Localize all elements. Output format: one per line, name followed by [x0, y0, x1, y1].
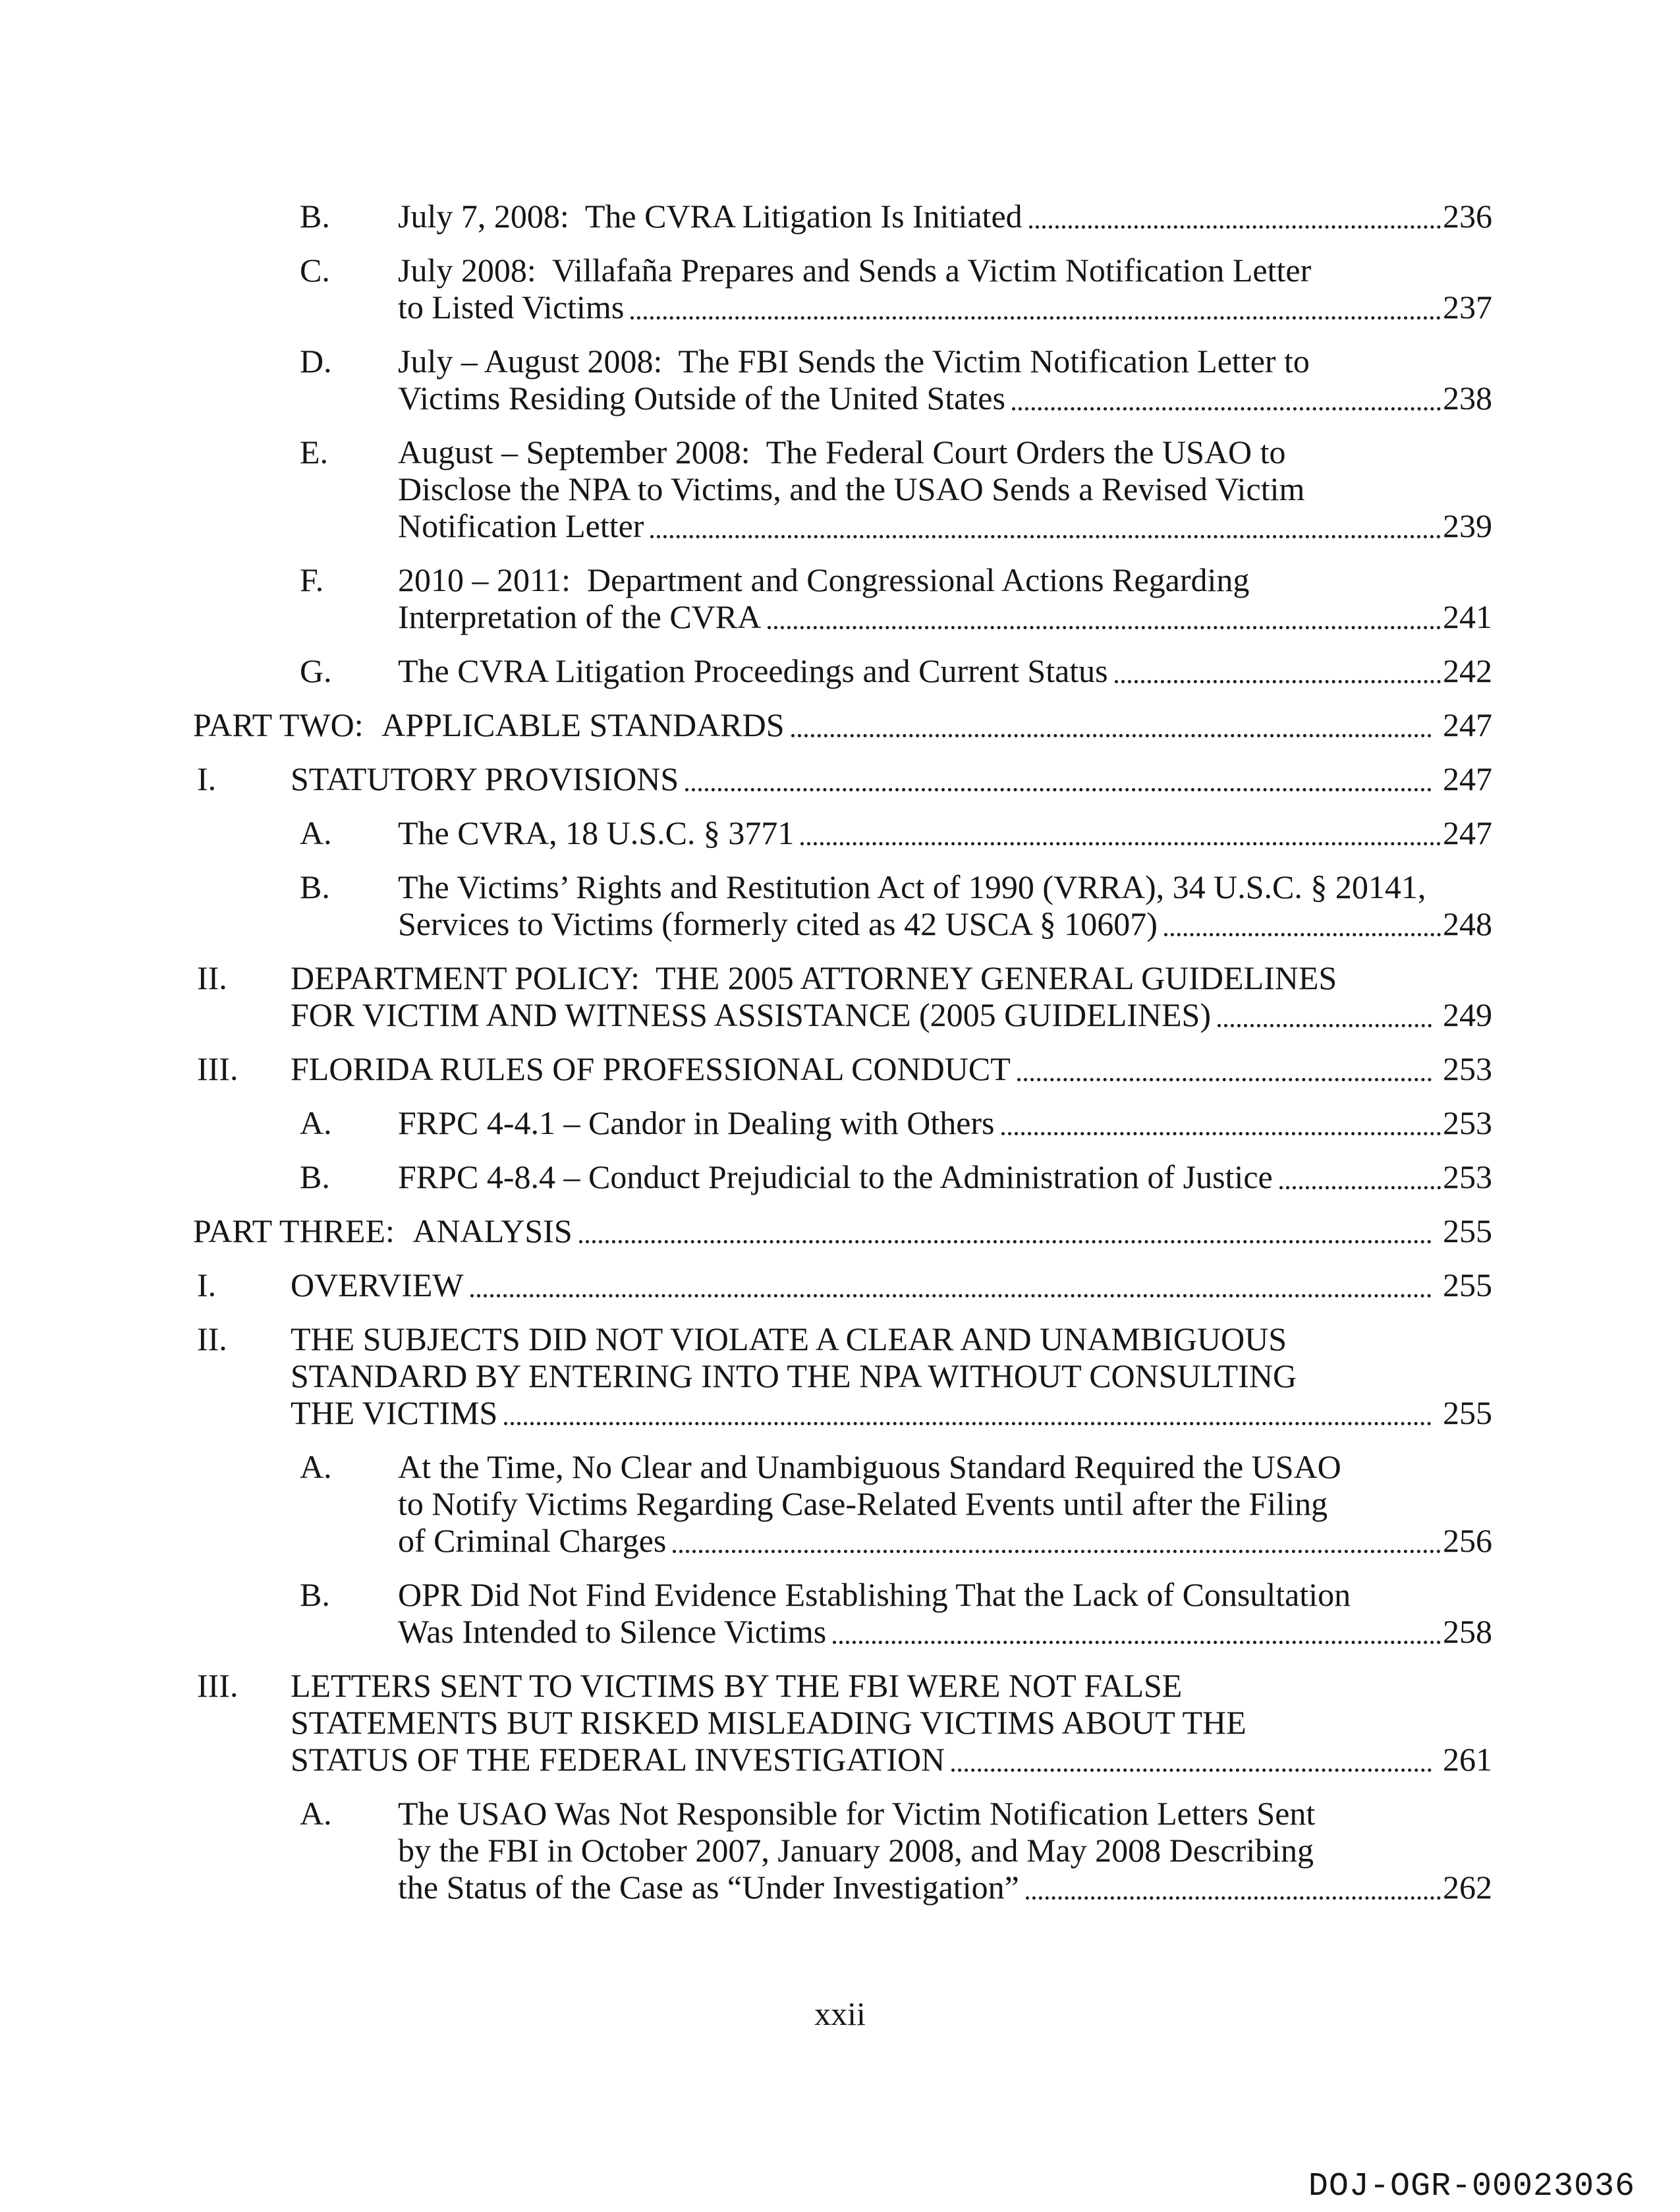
toc-line: [398, 814, 1492, 851]
entry-title: Disclose the NPA to Victims, and the USAO Sends a Revised Victim: [398, 470, 1305, 507]
dot-leader: [951, 1769, 1432, 1772]
entry-page-number: 239: [1443, 507, 1492, 544]
toc-line: [398, 868, 1492, 905]
entry-title: THE VICTIMS: [291, 1394, 498, 1431]
entry-page-number: 262: [1443, 1869, 1492, 1906]
entry-title: STATUS OF THE FEDERAL INVESTIGATION: [291, 1741, 945, 1778]
toc-entry: [193, 1158, 1492, 1195]
toc-line: [398, 652, 1492, 689]
entry-page-number: 249: [1443, 996, 1492, 1033]
toc-line: [398, 252, 1492, 289]
dot-leader: [1115, 680, 1441, 683]
entry-label: B.: [300, 868, 330, 905]
entry-title: THE SUBJECTS DID NOT VIOLATE A CLEAR AND UNAMBIGUOUS: [291, 1320, 1287, 1357]
entry-title: the Status of the Case as “Under Investigation”: [398, 1869, 1019, 1906]
toc-line: [398, 1869, 1492, 1906]
entry-title: The USAO Was Not Responsible for Victim Notification Letters Sent: [398, 1795, 1316, 1832]
toc-line: [398, 1448, 1492, 1485]
toc-entry: [193, 652, 1492, 689]
toc-entry: [193, 1576, 1492, 1650]
entry-title: Notification Letter: [398, 507, 644, 544]
toc-line: [291, 1320, 1492, 1357]
toc-line: [291, 1357, 1492, 1394]
toc-line: [291, 1741, 1492, 1778]
dot-leader: [768, 626, 1441, 629]
entry-page-number: 253: [1443, 1104, 1492, 1141]
entry-title: August – September 2008: The Federal Court Orders the USAO to: [398, 434, 1286, 470]
entry-page-number: 241: [1443, 598, 1492, 635]
entry-page-number: 247: [1443, 706, 1492, 743]
entry-title: to Listed Victims: [398, 289, 625, 326]
entry-label: A.: [300, 1448, 332, 1485]
dot-leader: [1001, 1132, 1441, 1135]
toc-line: [398, 1485, 1492, 1522]
entry-title: to Notify Victims Regarding Case-Related Events until after the Filing: [398, 1485, 1328, 1522]
toc-line: [398, 905, 1492, 942]
entry-label: PART THREE:: [193, 1212, 395, 1249]
toc-line: [398, 598, 1492, 635]
entry-label: PART TWO:: [193, 706, 364, 743]
entry-title: ANALYSIS: [412, 1212, 573, 1249]
entry-title: APPLICABLE STANDARDS: [381, 706, 785, 743]
entry-page-number: 236: [1443, 198, 1492, 235]
dot-leader: [579, 1240, 1432, 1243]
entry-label: E.: [300, 434, 329, 470]
toc-entry: [193, 1212, 1492, 1249]
toc-line: [291, 996, 1492, 1033]
toc-entry: [193, 814, 1492, 851]
toc-entry: [193, 1795, 1492, 1906]
dot-leader: [673, 1550, 1441, 1553]
toc-line: [291, 760, 1492, 797]
dot-leader: [504, 1422, 1432, 1425]
page-number-footer: xxii: [814, 1995, 866, 2032]
dot-leader: [650, 535, 1441, 538]
dot-leader: [1279, 1186, 1441, 1189]
dot-leader: [791, 734, 1432, 737]
entry-label: B.: [300, 1576, 330, 1613]
toc-entry: [193, 1667, 1492, 1778]
entry-title: STATUTORY PROVISIONS: [291, 760, 679, 797]
dot-leader: [1164, 933, 1441, 936]
toc-entry: [193, 1320, 1492, 1431]
entry-title: STANDARD BY ENTERING INTO THE NPA WITHOUT CONSULTING: [291, 1357, 1297, 1394]
entry-label: A.: [300, 1795, 332, 1832]
entry-page-number: 247: [1443, 760, 1492, 797]
entry-title: by the FBI in October 2007, January 2008, and May 2008 Describing: [398, 1832, 1314, 1869]
entry-label: III.: [197, 1667, 238, 1704]
toc-line: [398, 1104, 1492, 1141]
entry-page-number: 255: [1443, 1394, 1492, 1431]
toc-line: [291, 1704, 1492, 1741]
entry-label: II.: [197, 1320, 227, 1357]
entry-label: A.: [300, 814, 332, 851]
toc-line: [398, 1158, 1492, 1195]
toc-line: [398, 1613, 1492, 1650]
dot-leader: [1017, 1078, 1432, 1081]
entry-title: Was Intended to Silence Victims: [398, 1613, 827, 1650]
entry-title: July 2008: Villafaña Prepares and Sends a Victim Notification Letter: [398, 252, 1312, 289]
toc-line: [398, 1832, 1492, 1869]
toc-entry: [193, 959, 1492, 1033]
toc-line: [193, 706, 1492, 743]
entry-label: I.: [197, 760, 217, 797]
entry-title: OVERVIEW: [291, 1266, 464, 1303]
dot-leader: [685, 788, 1432, 791]
toc-line: [291, 1050, 1492, 1087]
toc-line: [398, 289, 1492, 326]
entry-label: F.: [300, 561, 324, 598]
entry-page-number: 256: [1443, 1522, 1492, 1559]
toc-entry: [193, 1104, 1492, 1141]
toc-entry: [193, 1266, 1492, 1303]
entry-page-number: 255: [1443, 1212, 1492, 1249]
entry-title: DEPARTMENT POLICY: THE 2005 ATTORNEY GENERAL GUIDELINES: [291, 959, 1337, 996]
dot-leader: [833, 1641, 1441, 1644]
entry-page-number: 248: [1443, 905, 1492, 942]
toc-entry: [193, 706, 1492, 743]
toc-line: [291, 1266, 1492, 1303]
bates-number: DOJ-OGR-00023036: [1308, 2168, 1635, 2205]
entry-page-number: 258: [1443, 1613, 1492, 1650]
entry-label: B.: [300, 198, 330, 235]
entry-title: FRPC 4-8.4 – Conduct Prejudicial to the Administration of Justice: [398, 1158, 1273, 1195]
entry-label: I.: [197, 1266, 217, 1303]
toc-entry: [193, 561, 1492, 635]
entry-title: Services to Victims (formerly cited as 42 USCA § 10607): [398, 905, 1158, 942]
entry-title: At the Time, No Clear and Unambiguous Standard Required the USAO: [398, 1448, 1341, 1485]
entry-title: July 7, 2008: The CVRA Litigation Is Initiated: [398, 198, 1022, 235]
entry-page-number: 238: [1443, 380, 1492, 416]
entry-label: II.: [197, 959, 227, 996]
toc-line: [398, 507, 1492, 544]
entry-title: STATEMENTS BUT RISKED MISLEADING VICTIMS ABOUT THE: [291, 1704, 1246, 1741]
toc-line: [193, 1212, 1492, 1249]
toc-line: [398, 1795, 1492, 1832]
toc-line: [291, 1667, 1492, 1704]
toc-line: [398, 434, 1492, 470]
toc-entry: [193, 868, 1492, 942]
toc-entry: [193, 252, 1492, 326]
entry-title: FLORIDA RULES OF PROFESSIONAL CONDUCT: [291, 1050, 1011, 1087]
entry-page-number: 247: [1443, 814, 1492, 851]
entry-label: A.: [300, 1104, 332, 1141]
dot-leader: [1218, 1024, 1432, 1027]
toc-line: [398, 343, 1492, 380]
entry-label: D.: [300, 343, 332, 380]
entry-page-number: 253: [1443, 1050, 1492, 1087]
toc-entry: [193, 198, 1492, 235]
dot-leader: [470, 1294, 1432, 1297]
entry-title: The CVRA Litigation Proceedings and Current Status: [398, 652, 1108, 689]
toc-entry: [193, 434, 1492, 544]
dot-leader: [630, 316, 1441, 320]
entry-title: OPR Did Not Find Evidence Establishing That the Lack of Consultation: [398, 1576, 1351, 1613]
entry-page-number: 242: [1443, 652, 1492, 689]
entry-title: 2010 – 2011: Department and Congressional Actions Regarding: [398, 561, 1250, 598]
entry-title: Interpretation of the CVRA: [398, 598, 762, 635]
entry-title: LETTERS SENT TO VICTIMS BY THE FBI WERE NOT FALSE: [291, 1667, 1183, 1704]
toc-line: [291, 1394, 1492, 1431]
toc-line: [398, 380, 1492, 416]
entry-title: The Victims’ Rights and Restitution Act of 1990 (VRRA), 34 U.S.C. § 20141,: [398, 868, 1426, 905]
toc-line: [291, 959, 1492, 996]
entry-title: FOR VICTIM AND WITNESS ASSISTANCE (2005 GUIDELINES): [291, 996, 1211, 1033]
entry-title: July – August 2008: The FBI Sends the Victim Notification Letter to: [398, 343, 1310, 380]
entry-label: III.: [197, 1050, 238, 1087]
toc-entry: [193, 1050, 1492, 1087]
toc-entry: [193, 760, 1492, 797]
entry-page-number: 255: [1443, 1266, 1492, 1303]
entry-label: C.: [300, 252, 330, 289]
dot-leader: [1026, 1896, 1441, 1900]
entry-page-number: 253: [1443, 1158, 1492, 1195]
entry-page-number: 261: [1443, 1741, 1492, 1778]
toc-line: [398, 1576, 1492, 1613]
toc-line: [398, 1522, 1492, 1559]
toc-entry: [193, 1448, 1492, 1559]
entry-title: FRPC 4-4.1 – Candor in Dealing with Others: [398, 1104, 995, 1141]
dot-leader: [1029, 225, 1441, 229]
dot-leader: [800, 842, 1441, 845]
entry-label: B.: [300, 1158, 330, 1195]
toc-line: [398, 470, 1492, 507]
dot-leader: [1012, 407, 1441, 411]
toc-entry: [193, 343, 1492, 416]
entry-title: of Criminal Charges: [398, 1522, 667, 1559]
entry-title: The CVRA, 18 U.S.C. § 3771: [398, 814, 795, 851]
table-of-contents: [193, 198, 1492, 1923]
entry-page-number: 237: [1443, 289, 1492, 326]
toc-line: [398, 561, 1492, 598]
toc-line: [398, 198, 1492, 235]
entry-title: Victims Residing Outside of the United States: [398, 380, 1005, 416]
entry-label: G.: [300, 652, 332, 689]
